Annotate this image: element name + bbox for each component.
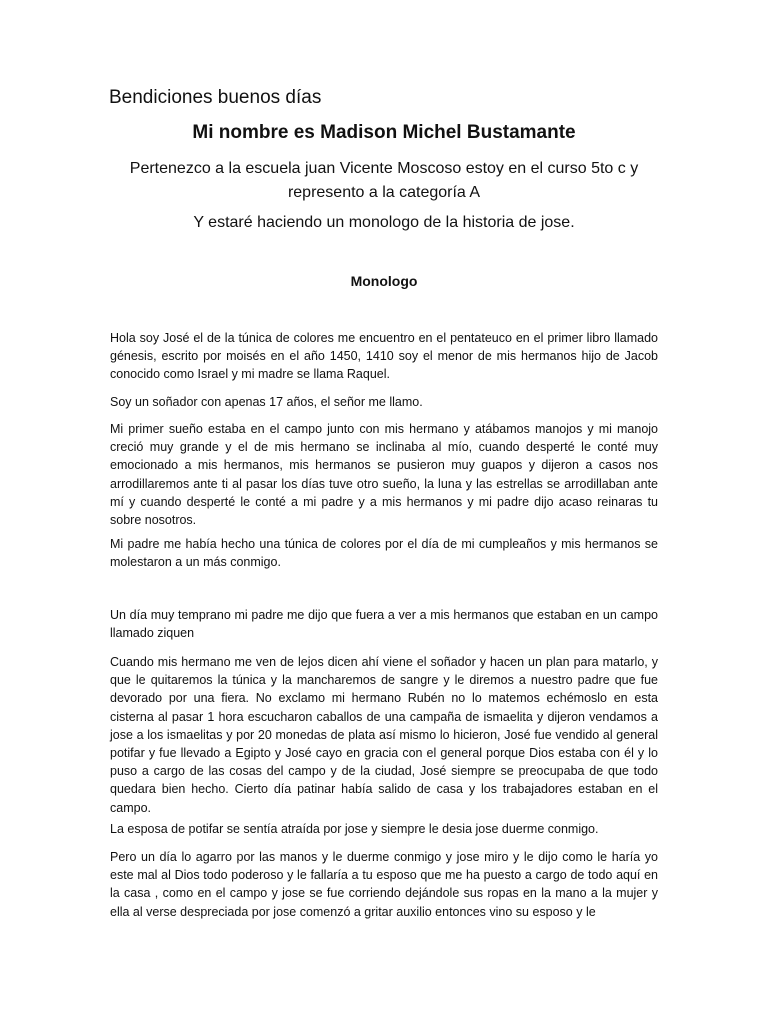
intro-school-line: Pertenezco a la escuela juan Vicente Moscoso estoy en el curso 5to c y represento a la categoría A — [129, 160, 639, 201]
paragraph-first-dream: Mi primer sueño estaba en el campo junto con mis hermano y atábamos manojos y mi manojo creció muy grande y el de mis hermano se inclinaba al mío, cuando desperté le conté muy emocionado a mis hermanos, mis hermanos se pusieron muy guapos y dijeron a casos nos arrodillaremos ante ti al pasar los días tuve otro sueño, la luna y las estrellas se arrodillaban ante mí y cuando desperté le conté a mi padre y a mis hermanos y mi padre dijo acaso reinaras tu sobre nosotros. — [110, 422, 658, 528]
paragraph-tunic: Mi padre me había hecho una túnica de colores por el día de mi cumpleaños y mis hermanos se molestaron a un más conmigo. — [110, 537, 658, 570]
paragraph-escape: Pero un día lo agarro por las manos y le duerme conmigo y jose miro y le dijo como le haría yo este mal al Dios todo poderoso y le fallaría a tu esposo que me ha puesto a cargo de todo aquí en la casa , como en el campo y jose se fue corriendo dejándole sus ropas en la mano a la mujer y ella al verse despreciada por jose comenzó a gritar auxilio entonces vino su esposo y le — [110, 850, 658, 919]
paragraph-potifar-wife: La esposa de potifar se sentía atraída por jose y siempre le desia jose duerme conmigo. — [110, 822, 599, 836]
section-heading-monologo: Monologo — [350, 273, 418, 289]
paragraph-intro-jose: Hola soy José el de la túnica de colores me encuentro en el pentateuco en el primer libro llamado génesis, escrito por moisés en el año 1450, 1410 soy el menor de mis hermanos hijo de Jacob conocido como Israel y mi madre se llama Raquel. — [110, 331, 658, 382]
paragraph-dreamer: Soy un soñador con apenas 17 años, el señor me llamo. — [110, 395, 423, 409]
document-title: Mi nombre es Madison Michel Bustamante — [192, 122, 576, 143]
paragraph-sold: Cuando mis hermano me ven de lejos dicen ahí viene el soñador y hacen un plan para matarlo, y que le quitaremos la túnica y la mancharemos de sangre y le diremos a nuestro padre que fue devorado por una fiera. No exclamo mi hermano Rubén no lo matemos echémoslo en esta cisterna al pasar 1 hora escucharon caballos de una campaña de ismaelita y dijeron vendamos a jose a los ismaelitas y por 20 monedas de plata así mismo lo hicieron, José fue vendido al general potifar y fue llevado a Egipto y José cayo en gracia con el general porque Dios estaba con él y lo puso a cargo de las cosas del campo y de la ciudad, José siempre se preocupaba de que todo quedara bien hecho. Cierto día patinar había salido de casa y los trabajadores estaban en el campo. — [110, 655, 658, 815]
greeting-line: Bendiciones buenos días — [109, 87, 322, 108]
paragraph-ziquen: Un día muy temprano mi padre me dijo que fuera a ver a mis hermanos que estaban en un campo llamado ziquen — [110, 608, 658, 641]
intro-monologue-line: Y estaré haciendo un monologo de la historia de jose. — [193, 214, 575, 231]
